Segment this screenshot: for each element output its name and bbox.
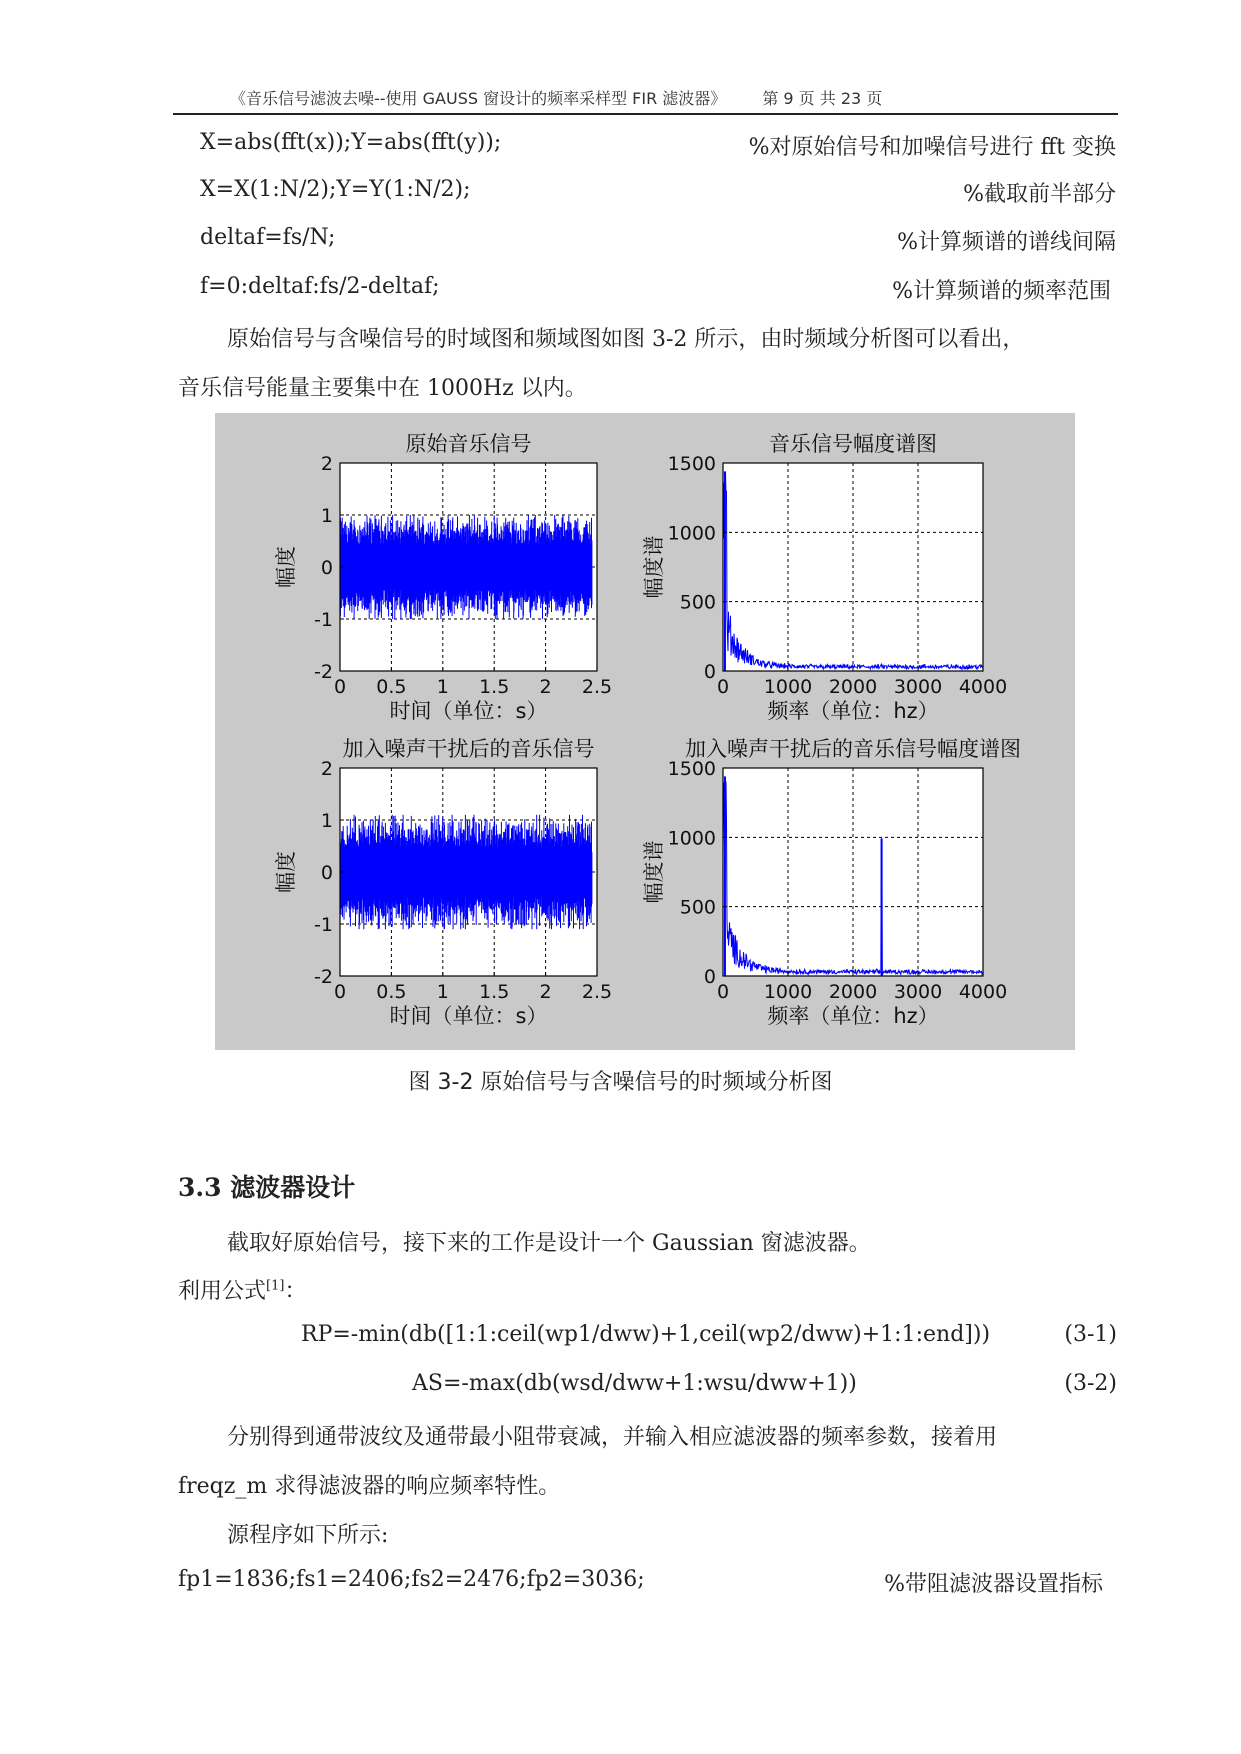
y-tick-label: 0 xyxy=(703,966,716,988)
code-comment-5: %带阻滤波器设置指标 xyxy=(884,1572,1103,1597)
y-tick-label: 1500 xyxy=(667,758,716,780)
y-axis-label: 幅度 xyxy=(274,546,298,588)
plot-title: 原始音乐信号 xyxy=(405,432,532,456)
x-tick-label: 0 xyxy=(333,981,347,1003)
paragraph-3 xyxy=(178,1274,306,1305)
section-heading: 3.3 滤波器设计 xyxy=(178,1173,356,1202)
y-tick-label: 1000 xyxy=(667,827,716,850)
x-tick-label: 1.5 xyxy=(479,676,510,698)
x-tick-label: 1.5 xyxy=(479,981,510,1003)
code-line-1: X=abs(fft(x));Y=abs(fft(y)); xyxy=(200,130,502,155)
y-axis-label: 幅度谱 xyxy=(642,840,666,904)
code-line-5: fp1=1836;fs1=2406;fs2=2476;fp2=3036; xyxy=(178,1567,645,1592)
paragraph-5: 源程序如下所示: xyxy=(227,1523,389,1548)
x-axis-label: 频率（单位：hz） xyxy=(767,1004,939,1028)
y-axis-label: 幅度谱 xyxy=(642,535,666,599)
figure-canvas xyxy=(215,413,1075,1050)
header-page-info: 第 9 页 共 23 页 xyxy=(762,89,883,108)
code-comment-2: %截取前半部分 xyxy=(963,182,1116,207)
paragraph-4-line-1: 分别得到通带波纹及通带最小阻带衰减，并输入相应滤波器的频率参数，接着用 xyxy=(227,1425,998,1450)
y-tick-label: -1 xyxy=(314,609,333,631)
x-tick-label: 1000 xyxy=(763,981,813,1003)
y-tick-label: 500 xyxy=(679,896,716,919)
paragraph-1-line-2: 音乐信号能量主要集中在 1000Hz 以内。 xyxy=(178,376,587,401)
equation-1-number: (3-1) xyxy=(1064,1322,1117,1347)
x-tick-label: 4000 xyxy=(958,981,1008,1003)
equation-1: RP=-min(db([1:1:ceil(wp1/dww)+1,ceil(wp2/dww)+1:1:end])) xyxy=(301,1322,991,1347)
x-tick-label: 3000 xyxy=(893,981,943,1003)
header-rule xyxy=(173,113,1118,115)
code-comment-3: %计算频谱的谱线间隔 xyxy=(897,230,1116,255)
plot-title: 加入噪声干扰后的音乐信号幅度谱图 xyxy=(685,737,1021,761)
x-tick-label: 0 xyxy=(716,676,730,698)
signal-core xyxy=(340,544,592,591)
x-tick-label: 2000 xyxy=(828,981,878,1003)
code-line-4: f=0:deltaf:fs/2-deltaf; xyxy=(200,274,440,299)
citation-ref: [1] xyxy=(266,1278,285,1294)
y-tick-label: 0 xyxy=(320,862,333,884)
x-tick-label: 2.5 xyxy=(581,676,613,698)
paragraph-4-line-2: freqz_m 求得滤波器的响应频率特性。 xyxy=(178,1474,561,1499)
code-comment-4: %计算频谱的频率范围 xyxy=(892,279,1111,304)
x-tick-label: 0.5 xyxy=(376,981,407,1003)
x-tick-label: 1 xyxy=(436,676,449,698)
code-comment-1: %对原始信号和加噪信号进行 fft 变换 xyxy=(748,135,1116,160)
equation-2-number: (3-2) xyxy=(1064,1371,1117,1396)
x-tick-label: 1 xyxy=(436,981,449,1003)
y-tick-label: 1000 xyxy=(667,522,716,545)
y-tick-label: 1 xyxy=(320,505,333,527)
y-tick-label: 2 xyxy=(320,758,333,780)
x-tick-label: 1000 xyxy=(763,676,813,698)
paragraph-3-text: 利用公式 xyxy=(178,1279,267,1304)
y-tick-label: -1 xyxy=(314,914,333,936)
x-tick-label: 0.5 xyxy=(376,676,407,698)
code-line-2: X=X(1:N/2);Y=Y(1:N/2); xyxy=(200,177,471,202)
plot-title: 加入噪声干扰后的音乐信号 xyxy=(342,737,595,761)
x-axis-label: 频率（单位：hz） xyxy=(767,699,939,723)
page-header xyxy=(230,86,882,109)
y-axis-label: 幅度 xyxy=(274,851,298,893)
y-tick-label: -2 xyxy=(314,661,333,683)
figure-caption: 图 3-2 原始信号与含噪信号的时频域分析图 xyxy=(408,1070,833,1095)
x-tick-label: 3000 xyxy=(893,676,943,698)
y-tick-label: 1500 xyxy=(667,453,716,475)
y-tick-label: 0 xyxy=(703,661,716,683)
paragraph-1-line-1: 原始信号与含噪信号的时域图和频域图如图 3-2 所示，由时频域分析图可以看出， xyxy=(227,327,1025,352)
x-tick-label: 4000 xyxy=(958,676,1008,698)
x-axis-label: 时间（单位：s） xyxy=(389,699,548,723)
y-tick-label: 1 xyxy=(320,810,333,832)
y-tick-label: 500 xyxy=(679,591,716,614)
header-title: 《音乐信号滤波去噪--使用 GAUSS 窗设计的频率采样型 FIR 滤波器》 xyxy=(230,89,727,108)
code-line-3: deltaf=fs/N; xyxy=(200,225,336,250)
signal-core xyxy=(340,846,592,897)
paragraph-2: 截取好原始信号，接下来的工作是设计一个 Gaussian 窗滤波器。 xyxy=(227,1231,871,1256)
x-tick-label: 0 xyxy=(716,981,730,1003)
figure-3-2 xyxy=(215,413,1075,1050)
y-tick-label: -2 xyxy=(314,966,333,988)
x-tick-label: 2 xyxy=(539,981,552,1003)
y-tick-label: 0 xyxy=(320,557,333,579)
paragraph-3-end: ： xyxy=(284,1279,307,1304)
x-axis-label: 时间（单位：s） xyxy=(389,1004,548,1028)
x-tick-label: 2 xyxy=(539,676,552,698)
plot-title: 音乐信号幅度谱图 xyxy=(769,432,937,456)
x-tick-label: 2000 xyxy=(828,676,878,698)
equation-2: AS=-max(db(wsd/dww+1:wsu/dww+1)) xyxy=(412,1371,857,1396)
x-tick-label: 2.5 xyxy=(581,981,613,1003)
x-tick-label: 0 xyxy=(333,676,347,698)
y-tick-label: 2 xyxy=(320,453,333,475)
